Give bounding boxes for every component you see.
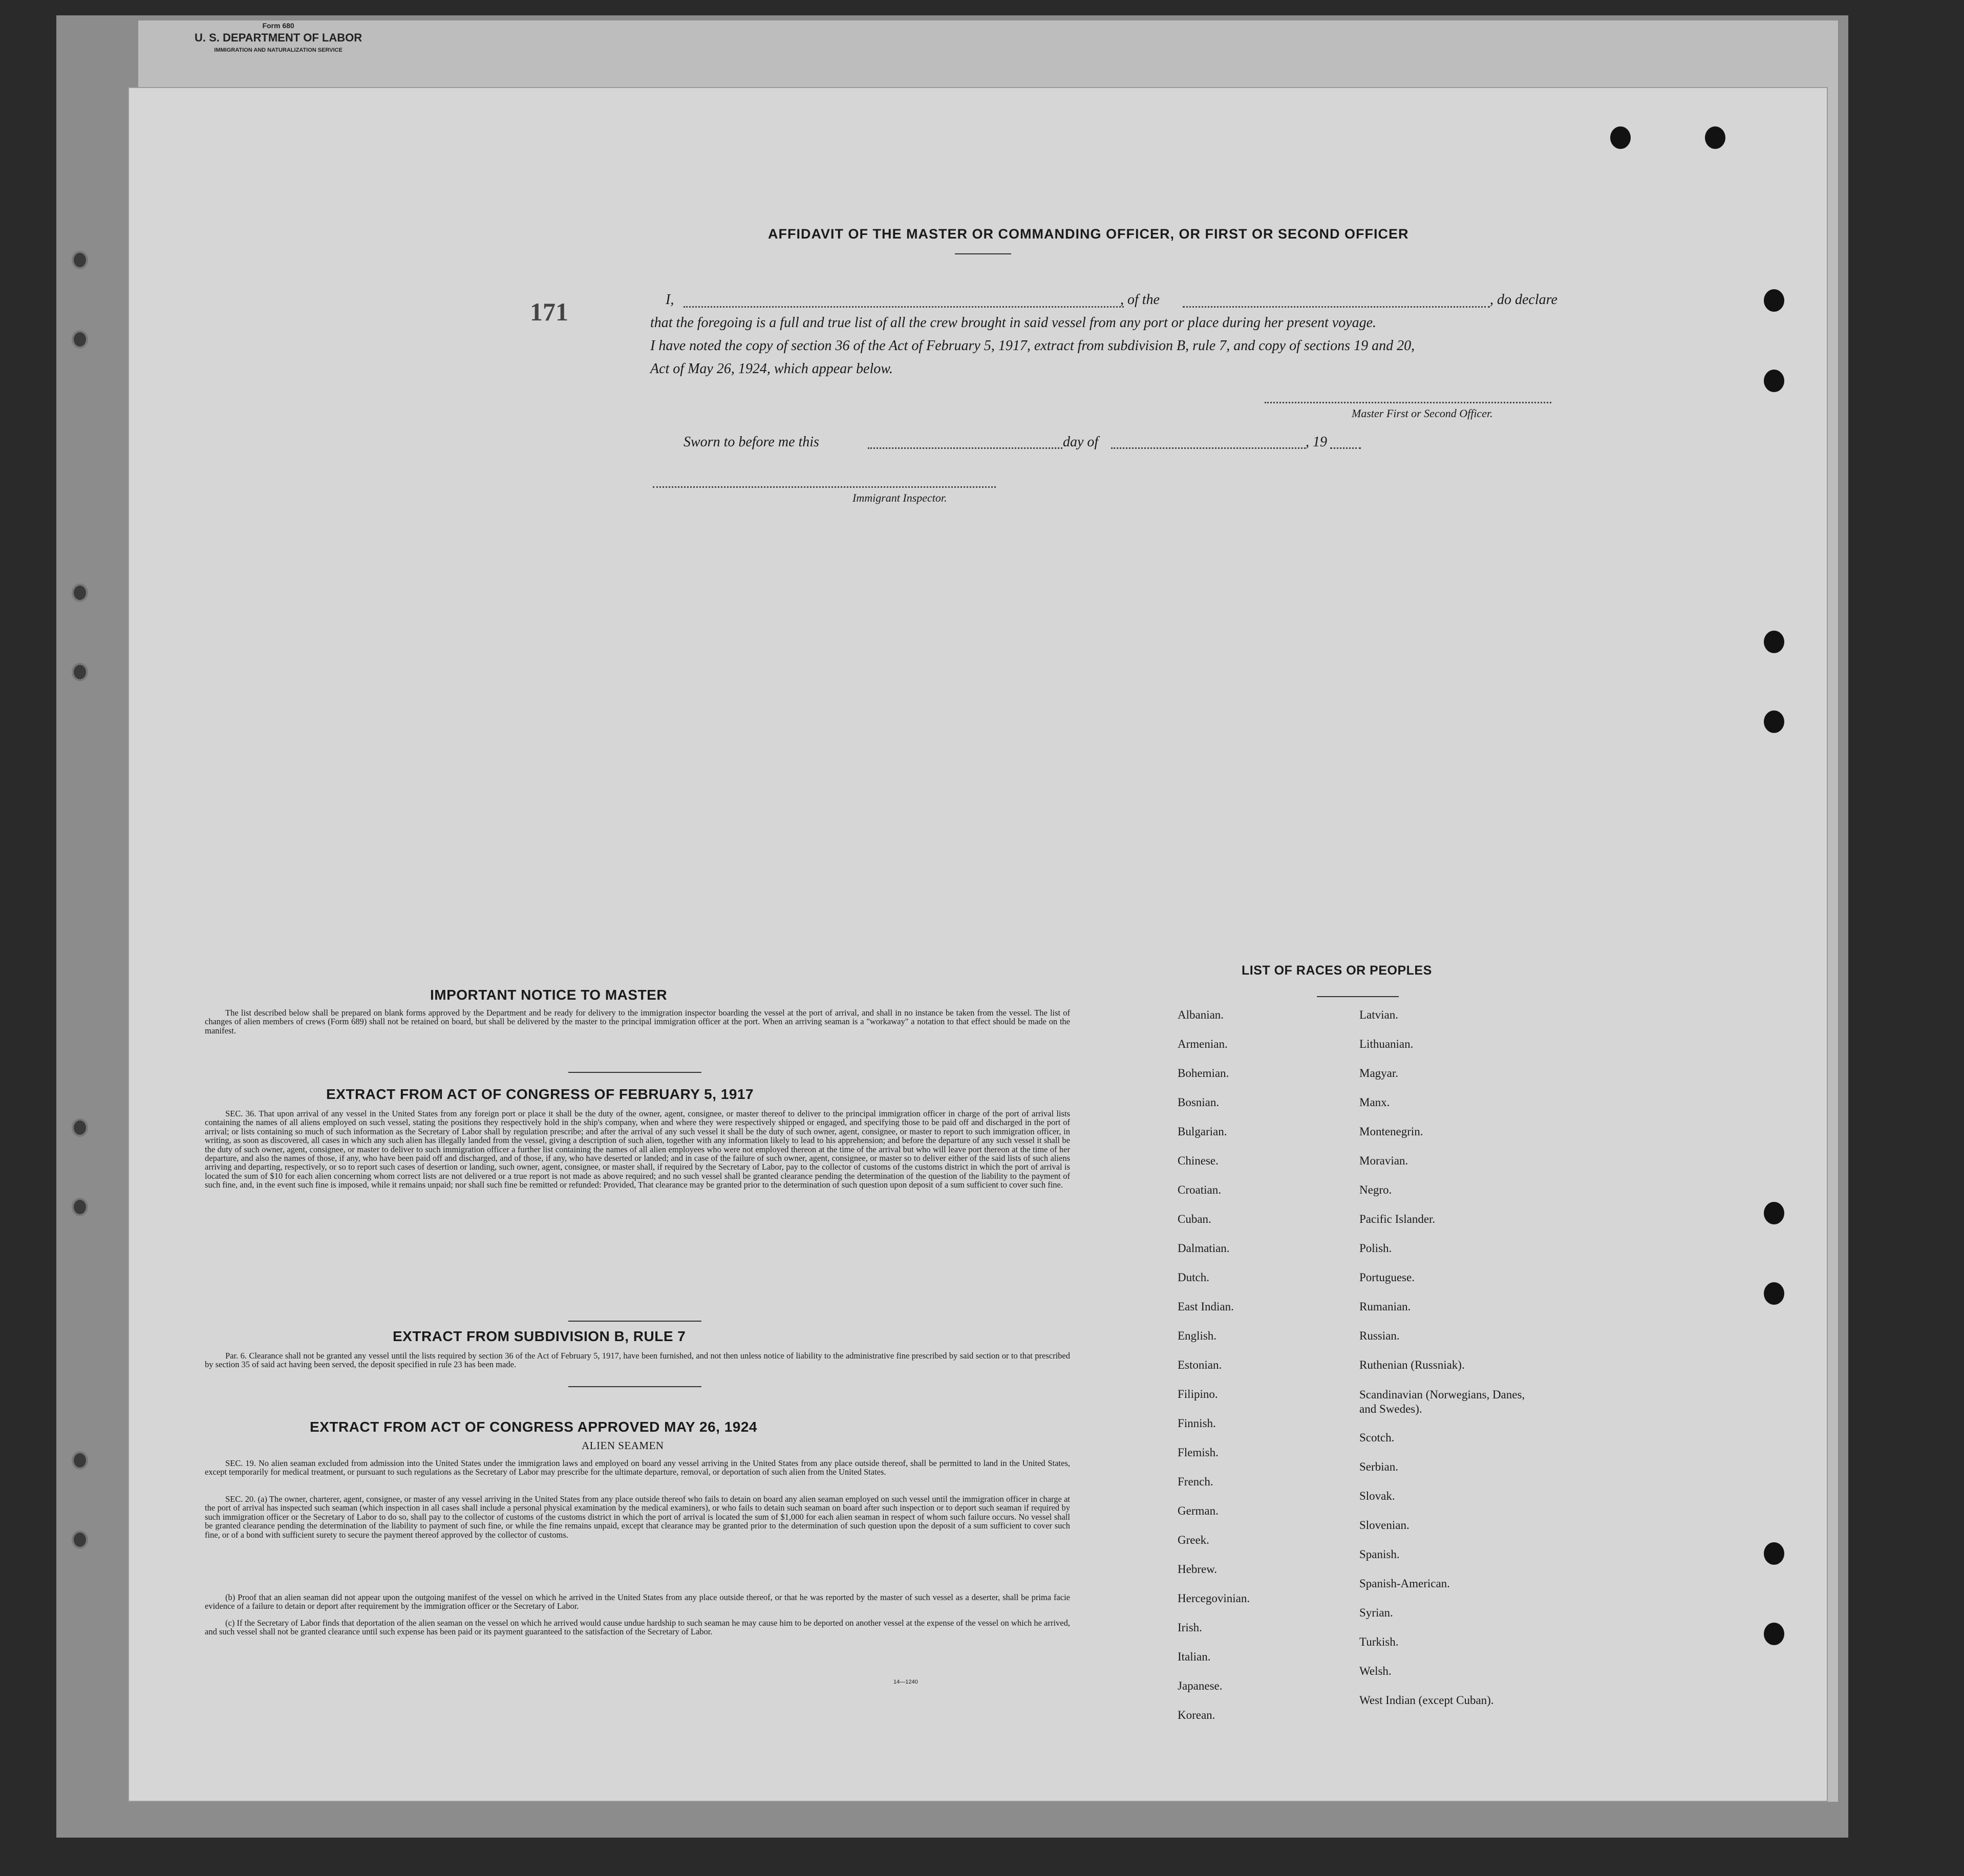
master-signature-line[interactable] [1265, 402, 1551, 403]
vessel-blank[interactable] [1183, 306, 1490, 308]
sec20a-text: SEC. 20. (a) The owner, charterer, agent, consignee, or master of any vessel arriving in the United States from any place outside thereof who fails to detain on board any alien seaman employed on such vessel until the immigration officer in charge at the port of arrival has inspected such seaman (which inspection in all cases shall include a personal physical examination by the medical examiners), or who fails to detain such seaman on board after such inspection or to deport such seaman if required by such immigration officer or the Secretary of Labor to do so, shall pay to the collector of customs of the customs district in which the port of arrival is located the sum of $1,000 for each alien seaman in respect of whom such failure occurs. No vessel shall be granted clearance pending the determination of the liability to payment of such fine, or while the fine remains unpaid, except that clearance may be granted prior to the determination of such question upon the deposit of a sum sufficient to cover such fine, or of a bond with sufficient surety to secure the payment thereof approved by the collector of customs. [205, 1494, 1070, 1540]
binder-pin [72, 584, 88, 602]
sec20c-text: (c) If the Secretary of Labor finds that deportation of the alien seaman on the vessel on which he arrived would cause undue hardship to such seaman he may cause him to be deported on another vessel at the expense of the vessel on which he arrived, and such vessel shall not be granted clearance until such expense has been paid or its payment guaranteed to the satisfaction of the Secretary of Labor. [205, 1618, 1070, 1637]
race-item: Cuban. [1178, 1213, 1211, 1225]
binder-pin [72, 1530, 88, 1549]
rule7-title: EXTRACT FROM SUBDIVISION B, RULE 7 [393, 1328, 686, 1344]
race-item: Dalmatian. [1178, 1242, 1230, 1255]
race-item: French. [1178, 1475, 1213, 1488]
race-item: East Indian. [1178, 1300, 1234, 1313]
race-item: Ruthenian (Russniak). [1359, 1359, 1465, 1371]
binding-hole [1764, 1282, 1784, 1305]
binding-hole [1764, 370, 1784, 392]
race-item: Manx. [1359, 1096, 1390, 1109]
affidavit-do-declare: , do declare [1490, 292, 1557, 308]
race-item: Filipino. [1178, 1388, 1218, 1400]
binder-pin [72, 663, 88, 681]
race-item: Slovenian. [1359, 1519, 1410, 1532]
year-blank[interactable] [1330, 447, 1361, 449]
race-item: Irish. [1178, 1621, 1202, 1634]
race-item: Slovak. [1359, 1490, 1395, 1502]
master-signature-caption: Master First or Second Officer. [1352, 407, 1493, 420]
race-item: Turkish. [1359, 1635, 1399, 1648]
rule7-text: Par. 6. Clearance shall not be granted any vessel until the lists required by section 36 of the Act of February 5, 1917, have been furnished, and not then unless notice of liability to the administrative fine prescribed by said section or to that prescribed by section 35 of said act having been served, the deposit specified in rule 23 has been made. [205, 1351, 1070, 1370]
race-item: Dutch. [1178, 1271, 1209, 1284]
notice-text: The list described below shall be prepared on blank forms approved by the Department and be ready for delivery to the immigration inspector boarding the vessel at the port of arrival, and shall in no instance be taken from the vessel. The list of changes of alien members of crews (Form 689) shall not be retained on board, but shall be delivered by the master to the principal immigration officer at the port. When an arriving seaman is a "workaway" a notation to that effect should be made on the manifest. [205, 1008, 1070, 1036]
binding-hole [1764, 289, 1784, 312]
races-title: LIST OF RACES OR PEOPLES [1242, 963, 1432, 978]
race-item: Scandinavian (Norwegians, Danes, and Swedes). [1359, 1388, 1525, 1415]
race-item: West Indian (except Cuban). [1359, 1694, 1494, 1707]
name-blank[interactable] [684, 306, 1124, 308]
race-item: Italian. [1178, 1650, 1211, 1663]
inspector-signature-line[interactable] [653, 486, 996, 488]
race-item: Hercegovinian. [1178, 1592, 1250, 1605]
race-item: Bohemian. [1178, 1067, 1229, 1080]
binding-hole [1764, 631, 1784, 653]
service-name: IMMIGRATION AND NATURALIZATION SERVICE [214, 47, 343, 53]
race-item: Russian. [1359, 1329, 1400, 1342]
binding-hole [1705, 126, 1725, 149]
race-item: Chinese. [1178, 1154, 1219, 1167]
race-item: Moravian. [1359, 1154, 1408, 1167]
race-item: Welsh. [1359, 1665, 1392, 1677]
year-label: , 19 [1306, 434, 1327, 450]
binder-pin [72, 251, 88, 269]
race-item: Montenegrin. [1359, 1125, 1423, 1138]
sworn-day-blank[interactable] [868, 447, 1062, 449]
race-item: Scotch. [1359, 1431, 1395, 1444]
races-divider [1317, 996, 1399, 997]
print-code: 14—1240 [893, 1679, 918, 1685]
race-item: Serbian. [1359, 1460, 1399, 1473]
binding-hole [1764, 1623, 1784, 1645]
affidavit-line-3: I have noted the copy of section 36 of the Act of February 5, 1917, extract from subdivision B, rule 7, and copy of sections 19 and 20, [650, 338, 1415, 354]
affidavit-i: I, [666, 292, 674, 308]
department-name: U. S. DEPARTMENT OF LABOR [195, 31, 362, 44]
race-item: Rumanian. [1359, 1300, 1411, 1313]
race-item: Albanian. [1178, 1008, 1224, 1021]
rule7-divider [568, 1386, 701, 1387]
binder-pin [72, 1198, 88, 1216]
sworn-month-blank[interactable] [1111, 447, 1306, 449]
alien-seamen-subtitle: ALIEN SEAMEN [582, 1439, 664, 1452]
race-item: Spanish-American. [1359, 1577, 1450, 1590]
race-item: Lithuanian. [1359, 1038, 1414, 1050]
binding-hole [1764, 710, 1784, 733]
sec19-text: SEC. 19. No alien seaman excluded from admission into the United States under the immigration laws and employed on board any vessel arriving in the United States from any place outside thereof, shall be permitted to land in the United States, except temporarily for medical treatment, or pursuant to such regulations as the Secretary of Labor may prescribe for the ultimate departure, removal, or deportation of such alien from the United States. [205, 1458, 1070, 1477]
inspector-signature-caption: Immigrant Inspector. [852, 491, 947, 504]
race-item: Polish. [1359, 1242, 1392, 1255]
race-item: German. [1178, 1504, 1219, 1517]
race-item: Bulgarian. [1178, 1125, 1227, 1138]
race-item: Armenian. [1178, 1038, 1228, 1050]
title-divider [955, 253, 1011, 254]
notice-divider [568, 1072, 701, 1073]
extract-1917-text: SEC. 36. That upon arrival of any vessel in the United States from any foreign port or place it shall be the duty of the owner, agent, consignee, or master thereof to deliver to the principal immigration officer in charge of the port of arrival lists containing the names of all aliens employed on such vessel, stating the positions they respectively hold in the ship's company, when and where they were respectively shipped or engaged, and specifying those to be paid off and discharged in the port of arrival; or lists containing so much of such information as the Secretary of Labor shall by regulation prescribe; and after the arrival of any such vessel it shall be the duty of such owner, agent, consignee, or master to report to such immigration officer, in writing, as soon as discovered, all cases in which any such alien has illegally landed from the vessel, giving a description of such alien, together with any information likely to lead to his apprehension; and before the departure of any such vessel it shall be the duty of such owner, agent, consignee, or master to deliver to such immigration officer a further list containing the names of all alien employees who were not employed thereon at the time of the arrival but who will leave port thereon at the time of her departure, and also the names of those, if any, who have been paid off and discharged, and of those, if any, who have deserted or landed; and in case of the failure of such owner, agent, consignee, or master so to deliver either of the said lists of such aliens arriving and departing, respectively, or so to report such cases of desertion or landing, such owner, agent, consignee, or master shall, if required by the Secretary of Labor, pay to the collector of customs of the customs district in which the port of arrival is located the sum of $10 for each alien concerning whom correct lists are not delivered or a true report is not made as above required; and no such vessel shall be granted clearance pending the determination of the question of the liability to the payment of such fine, and, in the event such fine is imposed, while it remains unpaid; nor shall such fine be remitted or refunded: Provided, That clearance may be granted prior to the determination of such question upon deposit of a sum sufficient to cover such fine. [205, 1109, 1070, 1190]
affidavit-line-4: Act of May 26, 1924, which appear below. [650, 361, 893, 377]
race-item: Hebrew. [1178, 1563, 1218, 1576]
extract-1917-title: EXTRACT FROM ACT OF CONGRESS OF FEBRUARY 5, 1917 [326, 1086, 754, 1102]
race-item: Pacific Islander. [1359, 1213, 1436, 1225]
day-of-label: day of [1063, 434, 1099, 450]
sworn-label: Sworn to before me this [684, 434, 819, 450]
race-item: Estonian. [1178, 1359, 1222, 1371]
affidavit-of-the: , of the [1120, 292, 1160, 308]
stamped-number: 171 [530, 297, 568, 326]
binding-hole [1764, 1202, 1784, 1224]
race-item: Korean. [1178, 1709, 1215, 1721]
race-item: English. [1178, 1329, 1217, 1342]
extract-1924-title: EXTRACT FROM ACT OF CONGRESS APPROVED MAY 26, 1924 [310, 1419, 757, 1435]
race-item: Syrian. [1359, 1606, 1393, 1619]
affidavit-page [128, 87, 1828, 1802]
binder-pin [72, 330, 88, 349]
race-item: Japanese. [1178, 1679, 1223, 1692]
race-item: Croatian. [1178, 1183, 1221, 1196]
binding-hole [1610, 126, 1631, 149]
race-item: Latvian. [1359, 1008, 1398, 1021]
race-item: Negro. [1359, 1183, 1392, 1196]
race-item: Bosnian. [1178, 1096, 1220, 1109]
extract-1917-divider [568, 1321, 701, 1322]
sec20b-text: (b) Proof that an alien seaman did not appear upon the outgoing manifest of the vessel on which he arrived in the United States from any place outside thereof, or that he was reported by the master of such vessel as a deserter, shall be prima facie evidence of a failure to detain or deport after requirement by the immigration officer or the Secretary of Labor. [205, 1592, 1070, 1611]
race-item: Portuguese. [1359, 1271, 1415, 1284]
affidavit-title: AFFIDAVIT OF THE MASTER OR COMMANDING OFFICER, OR FIRST OR SECOND OFFICER [768, 226, 1409, 242]
binding-hole [1764, 1542, 1784, 1565]
binder-pin [72, 1451, 88, 1470]
race-item: Greek. [1178, 1534, 1209, 1546]
notice-title: IMPORTANT NOTICE TO MASTER [430, 987, 668, 1003]
race-item: Magyar. [1359, 1067, 1399, 1080]
race-item: Flemish. [1178, 1446, 1219, 1459]
binder-pin [72, 1118, 88, 1137]
race-item: Spanish. [1359, 1548, 1400, 1561]
race-item: Finnish. [1178, 1417, 1216, 1430]
affidavit-line-2: that the foregoing is a full and true list of all the crew brought in said vessel from any port or place during her present voyage. [650, 315, 1377, 331]
form-number: Form 680 [262, 21, 294, 30]
form-header [195, 19, 362, 56]
